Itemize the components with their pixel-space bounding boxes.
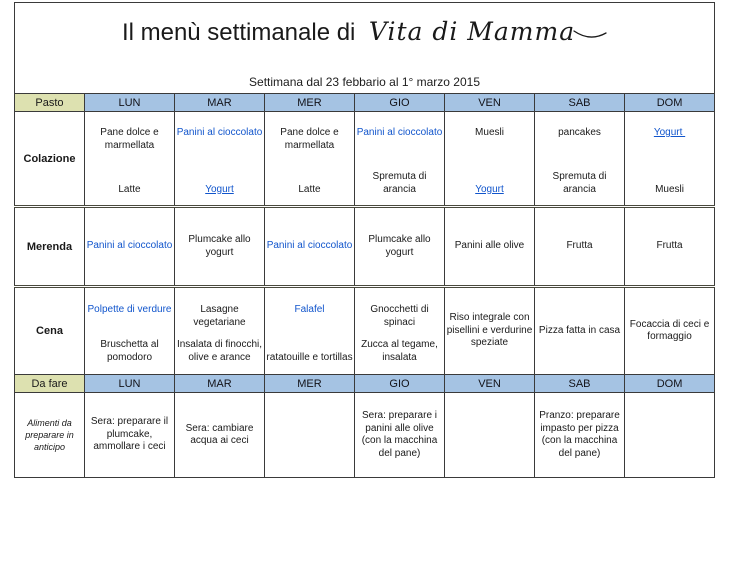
todo-item: Sera: preparare il plumcake, ammollare i ceci: [90, 416, 169, 453]
menu-cell-cena-lun: [85, 287, 175, 375]
day-header-dom: DOM: [625, 375, 715, 393]
menu-cell-colazione-mar: [175, 112, 265, 207]
menu-item: Latte: [118, 183, 141, 195]
meal-row-merenda: [15, 207, 715, 287]
todo-cell-mar: [175, 393, 265, 478]
menu-link[interactable]: Falafel: [294, 304, 325, 315]
menu-cell-merenda-dom: [625, 207, 715, 287]
week-subtitle: Settimana dal 23 febbario al 1° marzo 2015: [249, 75, 480, 89]
todo-row: [15, 393, 715, 478]
day-header-lun: LUN: [85, 375, 175, 393]
todo-item: Sera: cambiare acqua ai ceci: [185, 422, 254, 446]
meal-rows-body: [15, 112, 715, 375]
todo-cell-ven: [445, 393, 535, 478]
day-header-gio: GIO: [355, 375, 445, 393]
menu-item: Spremuta di arancia: [552, 171, 607, 195]
day-header-sab: SAB: [535, 375, 625, 393]
todo-cell-lun: [85, 393, 175, 478]
menu-link[interactable]: Panini al cioccolato: [86, 240, 173, 252]
menu-item: Plumcake allo yogurt: [188, 234, 251, 258]
menu-cell-cena-ven: [445, 287, 535, 375]
menu-item: Spremuta di arancia: [372, 171, 427, 195]
menu-table: [14, 2, 715, 478]
menu-item: Plumcake allo yogurt: [368, 234, 431, 258]
todo-item: Sera: preparare i panini alle olive (con la macchina del pane): [361, 410, 438, 459]
menu-cell-colazione-gio: [355, 112, 445, 207]
day-header-sab: SAB: [535, 94, 625, 112]
meal-row-colazione: [15, 112, 715, 207]
menu-cell-merenda-gio: [355, 207, 445, 287]
row-label-cena: Cena: [15, 287, 85, 375]
day-header-gio: GIO: [355, 94, 445, 112]
title-cell: [15, 3, 715, 94]
meal-row-cena: [15, 287, 715, 375]
menu-link[interactable]: Panini al cioccolato: [266, 240, 353, 252]
page-title: [122, 17, 607, 47]
menu-cell-merenda-ven: [445, 207, 535, 287]
menu-link[interactable]: Yogurt: [475, 183, 504, 195]
menu-item: Pizza fatta in casa: [538, 324, 621, 336]
day-header-ven: VEN: [445, 375, 535, 393]
row-label-alimenti-da-preparare: Alimenti da preparare in anticipo: [15, 393, 85, 478]
menu-item: Lasagne vegetariane: [193, 304, 246, 328]
menu-cell-colazione-mer: [265, 112, 355, 207]
menu-cell-cena-gio: [355, 287, 445, 375]
day-header-mer: MER: [265, 94, 355, 112]
menu-link[interactable]: Panini al cioccolato: [356, 127, 443, 138]
menu-item: Pane dolce e marmellata: [100, 127, 159, 151]
menu-cell-cena-dom: [625, 287, 715, 375]
menu-cell-cena-mer: [265, 287, 355, 375]
todo-header-row: [15, 375, 715, 393]
menu-item: ratatouille e tortillas: [266, 351, 353, 363]
menu-item: Muesli: [655, 183, 684, 195]
menu-cell-cena-mar: [175, 287, 265, 375]
menu-link[interactable]: Polpette di verdure: [87, 304, 172, 315]
title-flourish-swash: [573, 28, 607, 40]
menu-cell-merenda-mer: [265, 207, 355, 287]
title-row: [15, 3, 715, 94]
menu-item: Frutta: [566, 240, 593, 252]
menu-item: Pane dolce e marmellata: [280, 127, 339, 151]
menu-cell-merenda-lun: [85, 207, 175, 287]
menu-item: Zucca al tegame, insalata: [361, 339, 438, 363]
menu-link[interactable]: Panini al cioccolato: [176, 127, 263, 138]
meal-header-cell: Pasto: [15, 94, 85, 112]
menu-item: Insalata di finocchi, olive e arance: [176, 339, 263, 363]
menu-item: pancakes: [558, 127, 601, 138]
row-label-colazione: Colazione: [15, 112, 85, 207]
row-label-merenda: Merenda: [15, 207, 85, 287]
day-header-ven: VEN: [445, 94, 535, 112]
todo-header-cell: Da fare: [15, 375, 85, 393]
todo-cell-dom: [625, 393, 715, 478]
menu-item: Panini alle olive: [454, 240, 525, 252]
title-brand-text: Vita di Mamma: [368, 17, 576, 46]
menu-cell-cena-sab: [535, 287, 625, 375]
menu-link[interactable]: Yogurt: [205, 183, 234, 195]
day-header-lun: LUN: [85, 94, 175, 112]
menu-item: Focaccia di ceci e formaggio: [629, 318, 710, 342]
todo-cell-mer: [265, 393, 355, 478]
todo-cell-gio: [355, 393, 445, 478]
todo-cell-sab: [535, 393, 625, 478]
menu-cell-colazione-sab: [535, 112, 625, 207]
menu-item: Latte: [298, 183, 321, 195]
menu-cell-colazione-dom: [625, 112, 715, 207]
menu-item: Muesli: [475, 127, 504, 138]
menu-item: Gnocchetti di spinaci: [370, 304, 429, 328]
menu-cell-colazione-lun: [85, 112, 175, 207]
menu-cell-merenda-mar: [175, 207, 265, 287]
day-header-mer: MER: [265, 375, 355, 393]
menu-cell-merenda-sab: [535, 207, 625, 287]
todo-item: Pranzo: preparare impasto per pizza (con la macchina del pane): [539, 410, 620, 459]
menu-item: Frutta: [656, 240, 683, 252]
day-header-dom: DOM: [625, 94, 715, 112]
meal-header-row: [15, 94, 715, 112]
day-header-mar: MAR: [175, 94, 265, 112]
menu-item: Bruschetta al pomodoro: [100, 339, 159, 363]
menu-link[interactable]: Yogurt: [653, 127, 686, 138]
menu-item: Riso integrale con pisellini e verdurine speziate: [446, 312, 533, 349]
day-header-mar: MAR: [175, 375, 265, 393]
title-prefix-text: Il menù settimanale di: [121, 19, 356, 46]
menu-cell-colazione-ven: [445, 112, 535, 207]
